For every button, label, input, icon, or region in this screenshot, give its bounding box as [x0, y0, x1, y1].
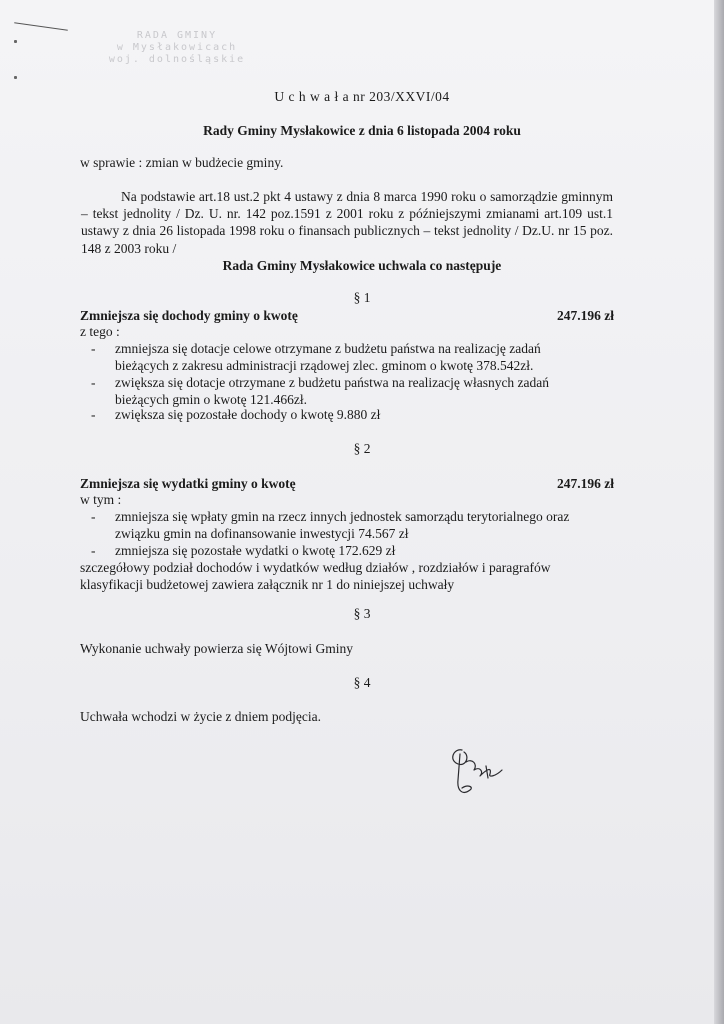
- section-4-mark: § 4: [353, 675, 371, 690]
- list-bullet: -: [91, 341, 96, 356]
- section-2-item: zmniejsza się pozostałe wydatki o kwotę 172.629 zł: [115, 543, 396, 558]
- section-2-closing: szczegółowy podział dochodów i wydatków według działów , rozdziałów i paragrafów klasyfikacji budżetowej zawiera załącznik nr 1 do niniejszej uchwały: [80, 560, 551, 593]
- corner-pen-mark: [14, 22, 68, 31]
- handwritten-signature: [440, 740, 520, 800]
- list-bullet: -: [91, 407, 96, 422]
- list-bullet: -: [91, 509, 96, 524]
- list-bullet: -: [91, 375, 96, 390]
- preamble-resolves: Rada Gminy Mysłakowice uchwala co następuje: [222, 258, 502, 273]
- section-2-intro: w tym :: [80, 492, 122, 507]
- stamp-line: w Mysłakowicach: [116, 42, 238, 53]
- page-edge-shadow: [714, 0, 724, 1024]
- section-1-intro: z tego :: [80, 324, 120, 339]
- preamble-text: Na podstawie art.18 ust.2 pkt 4 ustawy z dnia 8 marca 1990 roku o samorządzie gminnym – tekst jednolity / Dz. U. nr. 142 poz.1591 z 2001 roku z późniejszymi zmianami art.109 ust.1 ustawy z dnia 26 listopada 1998 roku o finansach publicznych – tekst jednolity / Dz.U. nr 15 poz. 148 z 2003 roku /: [81, 189, 613, 256]
- section-1-item: zwiększa się dotacje otrzymane z budżetu państwa na realizację własnych zadań bieżących gmin o kwotę 121.466zł.: [115, 375, 550, 408]
- section-2-amount: 247.196 zł: [557, 476, 614, 491]
- section-3-text: Wykonanie uchwały powierza się Wójtowi Gminy: [80, 641, 353, 656]
- section-1-heading: Zmniejsza się dochody gminy o kwotę: [80, 308, 298, 323]
- section-2-mark: § 2: [353, 441, 371, 456]
- stamp-line: RADA GMINY: [136, 30, 218, 41]
- margin-mark: [14, 40, 17, 43]
- section-3-mark: § 3: [353, 606, 371, 621]
- faded-stamp: [82, 30, 272, 66]
- resolution-subtitle: Rady Gminy Mysłakowice z dnia 6 listopada 2004 roku: [203, 123, 521, 138]
- section-4-text: Uchwała wchodzi w życie z dniem podjęcia.: [80, 709, 322, 724]
- section-1-amount: 247.196 zł: [557, 308, 614, 323]
- resolution-title: U c h w a ł a nr 203/XXVI/04: [274, 89, 450, 104]
- margin-mark: [14, 76, 17, 79]
- section-1-item: zwiększa się pozostałe dochody o kwotę 9.880 zł: [115, 407, 381, 422]
- section-1-item: zmniejsza się dotacje celowe otrzymane z budżetu państwa na realizację zadań bieżących z zakresu administracji rządowej zlec. gminom o kwotę 378.542zł.: [115, 341, 541, 374]
- list-bullet: -: [91, 543, 96, 558]
- resolution-subject: w sprawie : zmian w budżecie gminy.: [80, 155, 284, 170]
- section-2-heading: Zmniejsza się wydatki gminy o kwotę: [80, 476, 296, 491]
- stamp-line: woj. dolnośląskie: [108, 54, 246, 65]
- section-2-item: zmniejsza się wpłaty gmin na rzecz innych jednostek samorządu terytorialnego oraz związku gmin na dofinansowanie inwestycji 74.567 zł: [115, 509, 570, 542]
- section-1-mark: § 1: [353, 290, 371, 305]
